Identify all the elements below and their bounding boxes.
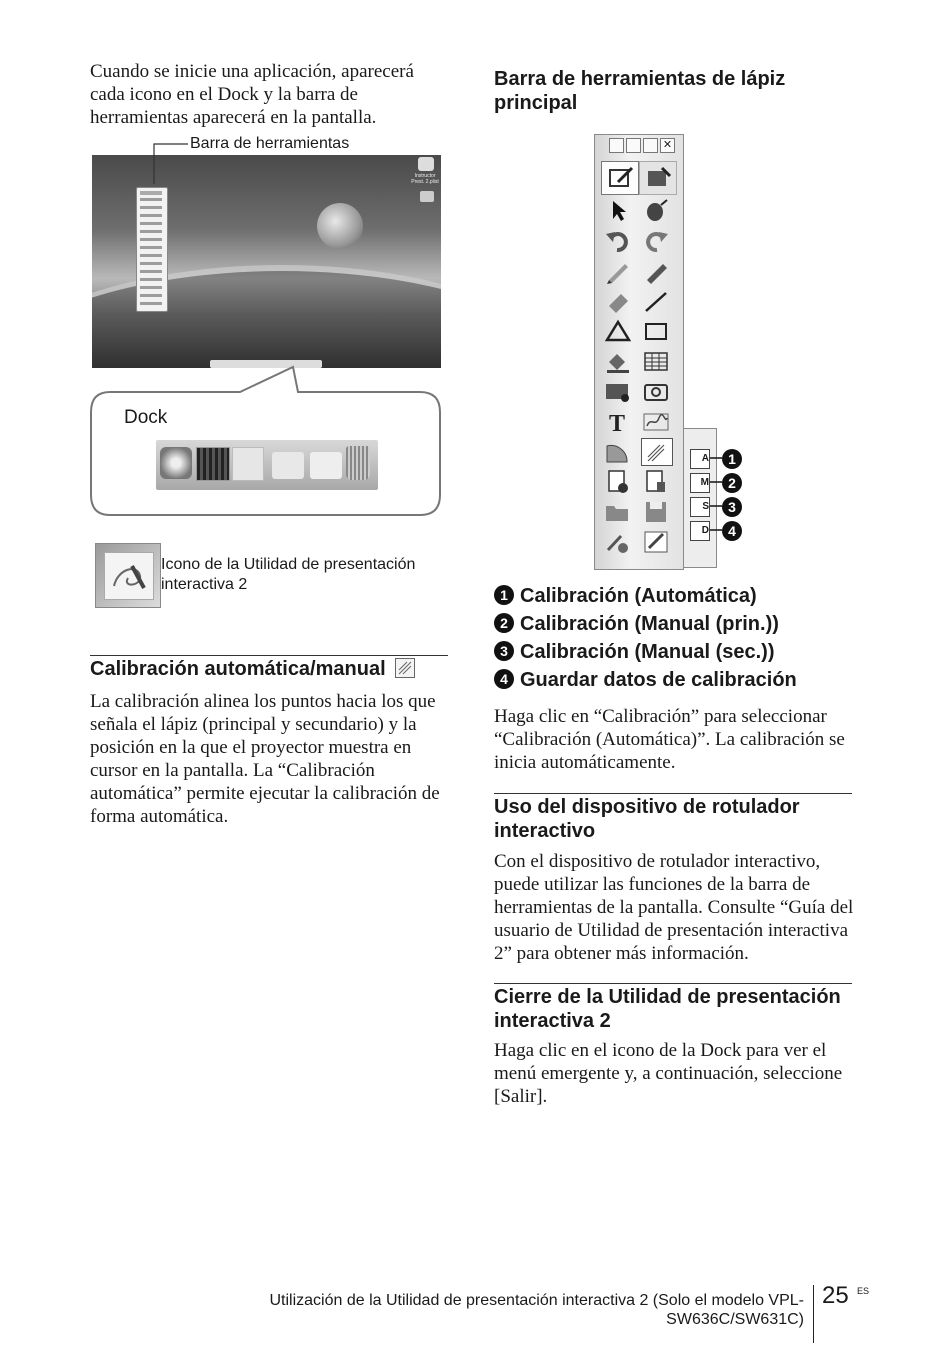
handwriting-tool-icon[interactable] xyxy=(641,408,671,434)
section-rule xyxy=(494,983,852,984)
documents-folder-icon[interactable] xyxy=(310,452,342,479)
new-page-icon[interactable] xyxy=(603,468,633,494)
protractor-tool-icon[interactable] xyxy=(603,438,633,464)
legend-item: 2 Calibración (Manual (prin.)) xyxy=(494,610,874,638)
footer-text-line2: SW636C/SW631C) xyxy=(666,1311,804,1328)
section-title-pen-device: Uso del dispositivo de rotulador interactivo xyxy=(494,796,800,842)
dock-strip[interactable] xyxy=(156,440,378,490)
calibration-body: La calibración alinea los puntos hacia los que señala el lápiz (principal y secundario) y la posición en la que el proyector muestra en cursor en la pantalla. La “Calibración automática” permite ejecutar la calibración de forma automática. xyxy=(90,691,440,827)
dock-callout-label: Dock xyxy=(124,407,168,428)
eraser-tool-icon[interactable] xyxy=(603,288,633,314)
calibration-manual-main-button[interactable]: M xyxy=(690,473,710,493)
text-tool-icon[interactable] xyxy=(603,408,633,434)
drive-icon[interactable] xyxy=(418,157,434,171)
undo-icon[interactable] xyxy=(603,228,633,254)
toolbar-window-buttons[interactable] xyxy=(609,138,675,152)
redo-icon[interactable] xyxy=(641,228,671,254)
legend-body: Haga clic en “Calibración” para seleccionar “Calibración (Automática)”. La calibración se inicia automáticamente. xyxy=(494,706,845,773)
page-number: 25 xyxy=(822,1282,849,1309)
settings-icon[interactable] xyxy=(603,528,633,554)
toolbar-callout-line xyxy=(148,140,192,185)
callout-number-2: 2 xyxy=(722,473,742,493)
calibration-auto-button[interactable]: A xyxy=(690,449,710,469)
system-preferences-icon[interactable] xyxy=(160,447,192,479)
table-tool-icon[interactable] xyxy=(641,348,671,374)
calibration-icon xyxy=(395,658,415,678)
pen-device-body: Con el dispositivo de rotulador interactivo, puede utilizar las funciones de la barra de herramientas de la pantalla. Consulte “Guía del usuario de Utilidad de presentación interactiva 2” para obtener más información. xyxy=(494,851,854,964)
moon-image xyxy=(317,203,363,249)
language-code: ES xyxy=(857,1286,870,1296)
section-title-close-utility: Cierre de la Utilidad de presentación interactiva 2 xyxy=(494,986,841,1032)
section-rule xyxy=(90,655,448,656)
triangle-tool-icon[interactable] xyxy=(603,318,633,344)
marker-tool-icon[interactable] xyxy=(641,258,671,284)
footer-divider xyxy=(813,1285,814,1343)
presentation-tool-icon[interactable] xyxy=(641,528,671,554)
rectangle-tool-icon[interactable] xyxy=(641,318,671,344)
mouse-tool-icon[interactable] xyxy=(641,197,671,223)
toolbar-heading: Barra de herramientas de lápiz principal xyxy=(494,68,786,114)
close-utility-body: Haga clic en el icono de la Dock para ver el menú emergente y, a continuación, seleccione [Salir]. xyxy=(494,1040,843,1107)
callout-number-4: 4 xyxy=(722,521,742,541)
legend-item: 4 Guardar datos de calibración xyxy=(494,666,874,694)
toolbar-pin-button[interactable] xyxy=(609,138,624,153)
intro-paragraph: Cuando se inicie una aplicación, aparecerá cada icono en el Dock y la barra de herramientas aparecerá en la pantalla. xyxy=(90,61,414,128)
icon-caption: Icono de la Utilidad de presentación interactiva 2 xyxy=(161,556,416,593)
open-folder-icon[interactable] xyxy=(603,498,633,524)
main-pen-toolbar[interactable] xyxy=(594,134,684,570)
section-title-calibration: Calibración automática/manual xyxy=(90,657,450,681)
tab-pen-mode[interactable] xyxy=(601,161,639,195)
footer-text-line1: Utilización de la Utilidad de presentación interactiva 2 (Solo el modelo VPL- xyxy=(269,1292,804,1309)
toolbar-close-button[interactable]: ✕ xyxy=(660,138,675,153)
utility-app-icon xyxy=(95,543,161,608)
tab-mouse-mode[interactable] xyxy=(639,161,677,195)
save-icon[interactable] xyxy=(641,498,671,524)
calibration-legend xyxy=(494,582,874,694)
delete-page-icon[interactable] xyxy=(641,468,671,494)
callout-number-1: 1 xyxy=(722,449,742,469)
desktop-screenshot xyxy=(92,155,441,368)
calibration-manual-sub-button[interactable]: S xyxy=(690,497,710,517)
legend-item: 1 Calibración (Automática) xyxy=(494,582,874,610)
callout-number-3: 3 xyxy=(722,497,742,517)
camera-capture-icon[interactable] xyxy=(641,378,671,404)
toolbar-minimize-button[interactable] xyxy=(643,138,658,153)
section-rule xyxy=(494,793,852,794)
folder-icon[interactable] xyxy=(420,191,434,202)
calibration-tool-icon[interactable] xyxy=(641,438,673,466)
fill-tool-icon[interactable] xyxy=(603,348,633,374)
footer-text xyxy=(150,1291,804,1329)
mini-toolbar[interactable] xyxy=(136,187,168,312)
desktop-file-label: Instructor Prest. 2.plist xyxy=(411,173,439,185)
pen-tool-icon[interactable] xyxy=(603,258,633,284)
activity-monitor-icon[interactable] xyxy=(196,447,230,481)
line-tool-icon[interactable] xyxy=(641,288,671,314)
legend-item: 3 Calibración (Manual (sec.)) xyxy=(494,638,874,666)
presentation-utility-dock-icon[interactable] xyxy=(232,447,264,481)
toolbar-layout-button[interactable] xyxy=(626,138,641,153)
select-arrow-icon[interactable] xyxy=(603,197,633,223)
toolbar-callout-label: Barra de herramientas xyxy=(190,135,350,152)
applications-folder-icon[interactable] xyxy=(272,452,304,479)
trash-icon[interactable] xyxy=(346,446,370,480)
calibration-save-button[interactable]: D xyxy=(690,521,710,541)
video-capture-icon[interactable] xyxy=(603,378,633,404)
svg-text:T: T xyxy=(609,411,626,434)
